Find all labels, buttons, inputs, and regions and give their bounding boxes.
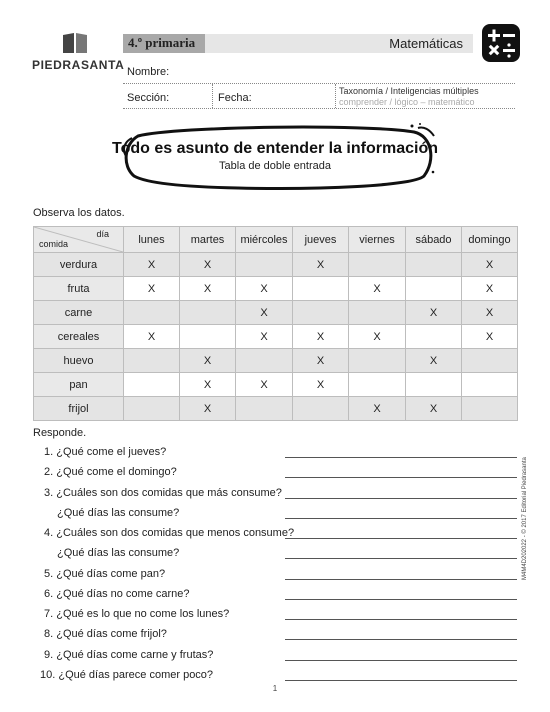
table-cell: X: [462, 325, 518, 349]
table-cell: X: [180, 397, 236, 421]
answer-line-3b[interactable]: [285, 518, 517, 519]
table-cell: X: [236, 373, 293, 397]
row-header: frijol: [34, 397, 124, 421]
question-8: 8. ¿Qué días come frijol?: [44, 628, 167, 640]
column-header: jueves: [293, 227, 349, 253]
table-cell: [462, 373, 518, 397]
title-bubble: [118, 120, 440, 198]
date-label: Fecha:: [218, 92, 252, 104]
table-row: [34, 373, 518, 397]
table-cell: X: [462, 277, 518, 301]
table-cell: [180, 301, 236, 325]
table-cell: X: [236, 301, 293, 325]
logo-text: PIEDRASANTA: [32, 58, 125, 72]
respond-instruction: Responde.: [33, 427, 87, 439]
table-cell: [406, 325, 462, 349]
table-cell: X: [349, 397, 406, 421]
table-cell: [124, 349, 180, 373]
page-subtitle: Tabla de doble entrada: [219, 160, 331, 172]
row-header: fruta: [34, 277, 124, 301]
table-cell: [293, 277, 349, 301]
table-cell: X: [180, 349, 236, 373]
table-cell: X: [462, 253, 518, 277]
math-operations-icon: [482, 24, 520, 62]
table-cell: X: [236, 325, 293, 349]
table-cell: [236, 253, 293, 277]
column-header: martes: [180, 227, 236, 253]
logo-book-icon: [62, 32, 88, 54]
table-cell: [293, 397, 349, 421]
answer-line-4[interactable]: [285, 538, 517, 539]
page-number: 1: [272, 684, 278, 693]
answer-line-5[interactable]: [285, 579, 517, 580]
table-cell: [124, 397, 180, 421]
table-row: [34, 253, 518, 277]
answer-line-6[interactable]: [285, 599, 517, 600]
table-cell: [349, 253, 406, 277]
table-cell: [124, 301, 180, 325]
table-cell: X: [180, 253, 236, 277]
question-6: 6. ¿Qué días no come carne?: [44, 588, 190, 600]
question-3: 3. ¿Cuáles son dos comidas que más consume?: [44, 487, 282, 499]
row-header: cereales: [34, 325, 124, 349]
table-cell: [462, 349, 518, 373]
question-10: 10. ¿Qué días parece comer poco?: [40, 669, 214, 681]
question-3b: ¿Qué días las consume?: [57, 507, 180, 519]
question-4b: ¿Qué días las consume?: [57, 547, 180, 559]
table-row: [34, 325, 518, 349]
table-cell: [406, 253, 462, 277]
table-cell: [462, 397, 518, 421]
table-row: [34, 301, 518, 325]
observe-instruction: Observa los datos.: [33, 207, 125, 219]
table-row: [34, 277, 518, 301]
answer-line-4b[interactable]: [285, 558, 517, 559]
taxonomy-values: comprender / lógico – matemático: [339, 97, 475, 107]
table-cell: X: [462, 301, 518, 325]
table-cell: X: [180, 277, 236, 301]
question-7: 7. ¿Qué es lo que no come los lunes?: [44, 608, 230, 620]
row-header: carne: [34, 301, 124, 325]
section-date-field[interactable]: [123, 108, 515, 109]
column-header: sábado: [406, 227, 462, 253]
table-cell: X: [349, 325, 406, 349]
table-cell: [124, 373, 180, 397]
table-cell: X: [406, 349, 462, 373]
row-header: huevo: [34, 349, 124, 373]
date-divider: [335, 84, 336, 108]
column-header: lunes: [124, 227, 180, 253]
table-header-row: [34, 227, 518, 253]
taxonomy-label: Taxonomía / Inteligencias múltiples: [339, 86, 479, 96]
table-cell: [236, 349, 293, 373]
corner-food-label: comida: [39, 239, 69, 249]
answer-line-10[interactable]: [285, 680, 517, 681]
table-cell: X: [293, 373, 349, 397]
name-label: Nombre:: [127, 66, 170, 78]
answer-line-3[interactable]: [285, 498, 517, 499]
table-cell: X: [406, 301, 462, 325]
table-cell: X: [124, 253, 180, 277]
question-1: 1. ¿Qué come el jueves?: [44, 446, 167, 458]
table-cell: [349, 301, 406, 325]
table-cell: [236, 397, 293, 421]
column-header: miércoles: [236, 227, 293, 253]
answer-line-9[interactable]: [285, 660, 517, 661]
table-cell: [349, 349, 406, 373]
table-cell: [180, 325, 236, 349]
question-2: 2. ¿Qué come el domingo?: [44, 466, 177, 478]
row-header: verdura: [34, 253, 124, 277]
question-5: 5. ¿Qué días come pan?: [44, 568, 166, 580]
table-cell: [349, 373, 406, 397]
column-header: viernes: [349, 227, 406, 253]
table-corner-cell: [34, 227, 124, 253]
table-row: [34, 349, 518, 373]
table-cell: [406, 373, 462, 397]
table-cell: X: [293, 325, 349, 349]
table-row: [34, 397, 518, 421]
copyright-side-text: M4M4D202022 - © 2017 Editorial Piedrasanta: [522, 457, 528, 580]
answer-line-8[interactable]: [285, 639, 517, 640]
table-cell: X: [180, 373, 236, 397]
table-cell: X: [293, 253, 349, 277]
answer-line-2[interactable]: [285, 477, 517, 478]
row-header: pan: [34, 373, 124, 397]
table-cell: [406, 277, 462, 301]
table-cell: X: [293, 349, 349, 373]
question-4: 4. ¿Cuáles son dos comidas que menos consume?: [44, 527, 295, 539]
table-cell: X: [236, 277, 293, 301]
table-cell: X: [349, 277, 406, 301]
grade-label: 4.º primaria: [128, 35, 196, 50]
answer-line-7[interactable]: [285, 619, 517, 620]
section-divider: [212, 84, 213, 108]
page-title: Todo es asunto de entender la información: [112, 140, 438, 157]
table-cell: X: [124, 325, 180, 349]
table-cell: [293, 301, 349, 325]
name-field[interactable]: [123, 83, 515, 84]
answer-line-1[interactable]: [285, 457, 517, 458]
question-9: 9. ¿Qué días come carne y frutas?: [44, 649, 214, 661]
table-cell: X: [406, 397, 462, 421]
subject-label: Matemáticas: [389, 36, 463, 51]
column-header: domingo: [462, 227, 518, 253]
corner-day-label: día: [96, 229, 109, 239]
table-cell: X: [124, 277, 180, 301]
food-day-table: [33, 226, 518, 421]
section-label: Sección:: [127, 92, 170, 104]
